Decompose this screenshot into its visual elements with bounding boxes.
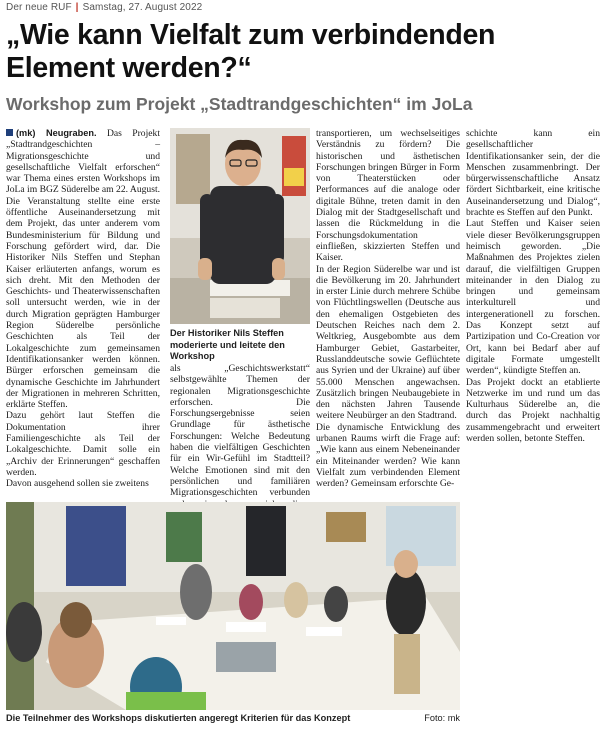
bullet-square-icon xyxy=(6,129,13,136)
dateline: (mk) Neugraben. xyxy=(16,128,97,138)
photo-workshop xyxy=(6,502,460,710)
publication-name: Der neue RUF xyxy=(6,2,72,13)
col4-paragraph-3: Das Projekt dockt an etablierte Netzwerke im und rund um das Kulturhaus Süderelbe an, die durch das Projekt nachhaltig zusammengebracht und erweitert werden sollen, betonte Steffen. xyxy=(466,376,600,445)
article-column-3 xyxy=(316,128,460,490)
col2-paragraph-1: als „Geschichtswerkstatt“ selbstgewählte Themen der regionalen Migrationsgeschichte erforschen. Die Forschungsergebnisse seien Grundlage für ästhetische Forschungen: Welche Bedeutung haben die vielfältigen Geschichten für ein Wir-Gefühl im Stadtteil? Welche Emotionen sind mit den persönlichen und familiären Migrationsgeschichten verbunden xyxy=(170,363,310,499)
photo-credit: Foto: mk xyxy=(424,713,460,723)
col3-paragraph-1: transportieren, um wechselseitiges Verständnis zu fördern? Die historischen und ästhetischen Forschungen bringen Bürger in Form von Theaterstücken oder Performances auf die analoge oder digitale Bühne, treten damit in den Dialog mit der Stadtgesellschaft und lassen die Rückmeldung in die Forschungsdokumentation einfließen, skizzierten Steffen und Kaiser. xyxy=(316,128,460,264)
col3-paragraph-2: In der Region Süderelbe war und ist die Bevölkerung im 20. Jahrhundert in erster Linie durch mehrere Schübe von Flüchtlingswellen (Deutsche aus den ehemaligen Ostgebieten des Deutschen Reiches nach dem 2. Weltkrieg, Ausgebombte aus dem Hamburger Gebiet, Gastarbeiter, Russlanddeutsche sowie Geflüchtete aus Syrien und der Ukraine) auf über 55.000 Menschen angewachsen. Zusätzlich bringen Neubaugebiete in den nächsten Jahren Tausende weitere Neubürger an den Stadtrand. xyxy=(316,263,460,422)
header-separator: | xyxy=(75,2,79,13)
article-column-1 xyxy=(6,128,160,490)
article-column-4 xyxy=(466,128,600,444)
photo-historian-caption: Der Historiker Nils Steffen moderierte und leitete den Workshop xyxy=(170,328,285,361)
photo-historian xyxy=(170,128,310,324)
subheadline: Workshop zum Projekt „Stadtrandgeschichten“ im JoLa xyxy=(6,94,473,114)
page-header xyxy=(6,2,202,13)
col4-paragraph-1: schichte kann ein gesellschaftlicher Identifikationsanker sein, der die Menschen zusammenbringt. Der bürgerwissenschaftliche Ansatz fördert Sichtbarkeit, eine kritische Auseinandersetzung und Dialog“, brachte es Steffen auf den Punkt. xyxy=(466,128,600,219)
col3-paragraph-3: Die dynamische Entwicklung des urbanen Raums wirft die Frage auf: „Wie kann aus einem Nebeneinander ein Miteinander werden? Wie kann Vielfalt zum verbindenden Element werden? Gemeinsam erforschte Ge- xyxy=(316,421,460,490)
col1-paragraph-3: Davon ausgehend sollen sie zweitens xyxy=(6,478,149,490)
photo-workshop-caption: Die Teilnehmer des Workshops diskutierten angeregt Kriterien für das Konzept xyxy=(6,713,351,723)
col4-paragraph-2: Laut Steffen und Kaiser seien viele dieser Bevölkerungsgruppen heimisch geworden. „Die Maßnahmen des Projektes zielen darauf, die vielfältigen Gruppen miteinander in den Dialog zu bringen und gemeinsam interkulturell und intergenerationell zu forschen. Das Konzept setzt auf Partizipation und Co-Creation vor Ort, kann bei Bedarf aber auf digitale Formate umgestellt werden“, kündigte Steffen an. xyxy=(466,218,600,377)
col1-paragraph-1: Das Projekt „Stadtrandgeschichten – Migrationsgeschichte und gesellschaftliche Vielfalt erforschen“ war Thema eines ersten Workshops im JoLa im BGZ Süderelbe am 22. August. Die Veranstaltung stellte eine erste öffentliche Auseinandersetzung mit dem Projekt, das unter anderem vom Bundesministerium für Bildung und Forschung gefördert wird, dar. Die Historiker Nils Steffen und Stephan Kaiser erläuterten anfangs, worum es sich dreht. Mit den Methoden der Geschichts- und Theaterwissenschaften soll untersucht werden, wie in der durch Migration geprägten Hamburger Region Süderelbe persönliche Geschichten als Teil der Lokalgeschichte zum gemeinsamen Identifikationsanker werden können. Bürger erforschen gemeinsam die dynamische Geschichte im Jahrhundert der Migrationen in mehreren Schritten, erklärte Steffen. xyxy=(6,128,161,411)
headline: „Wie kann Vielfalt zum verbindenden Element werden?“ xyxy=(6,19,496,84)
issue-date: Samstag, 27. August 2022 xyxy=(82,2,203,13)
col1-paragraph-2: Dazu gehört laut Steffen die Dokumentation ihrer Familiengeschichte als Teil der Lokalgeschichte. Damit solle ein „Archiv der Erinnerungen“ geschaffen werden. xyxy=(6,410,160,478)
article-column-2 xyxy=(170,363,310,521)
